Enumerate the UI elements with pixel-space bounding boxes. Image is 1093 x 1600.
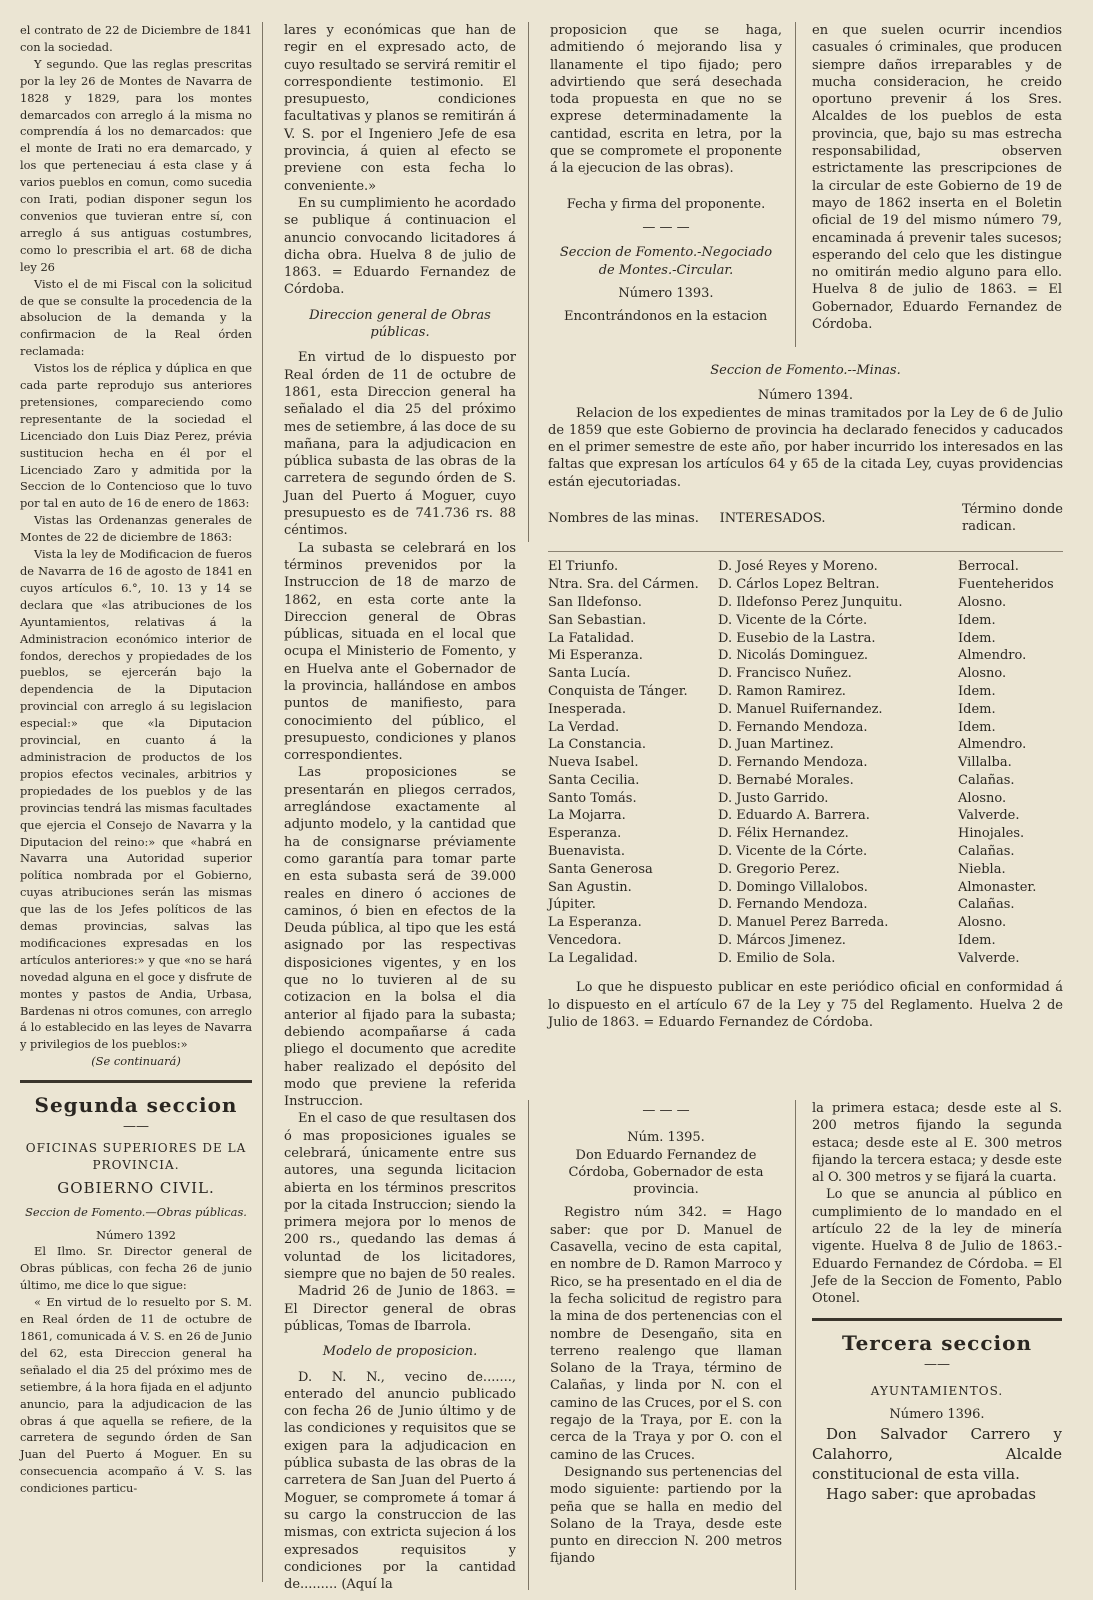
termino-cell: Hinojales. bbox=[958, 826, 1025, 842]
termino-cell: Idem. bbox=[958, 683, 996, 699]
table-row bbox=[548, 700, 1063, 718]
table-row bbox=[548, 878, 1063, 896]
paragraph: Vistos los de réplica y dúplica en que cada parte reprodujo sus anteriores pretensiones, compareciendo como representante de la sociedad el Licenciado don Luis Diaz Perez, prévia sustitucion hecha en él por el Licenciado Zaro y admitida por la Seccion de lo Contencioso que lo tuvo por tal en auto de 16 de enero de 1863: bbox=[20, 361, 252, 511]
table-row bbox=[548, 647, 1063, 665]
paragraph: Don Salvador Carrero y Calahorro, Alcalde constitucional de esta villa. bbox=[812, 1424, 1062, 1483]
separator: —— bbox=[924, 1356, 950, 1372]
paragraph: Las proposiciones se presentarán en pliegos cerrados, arreglándose exactamente al adjunto modelo, y la cantidad que ha de consignarse préviamente como garantía para tomar parte en esta subasta será de 39.000 reales en dinero ó acciones de caminos, ó bien en efectos de la Deuda pública, al tipo que les está asignado por las respectivas disposiciones vigentes, y en los que no lo tuvieren al de su cotizacion en la bolsa el dia anterior al fijado para la subasta; debiendo acompañarse á cada pliego el documento que acredite haber realizado el depósito del modo que previene la referida Instruccion. bbox=[284, 765, 516, 1110]
mine-name-cell: La Esperanza. bbox=[548, 915, 642, 931]
table-row bbox=[548, 558, 1063, 576]
paragraph: la primera estaca; desde este al S. 200 metros fijando la segunda estaca; desde este al E. 300 metros fijando la tercera estaca; y desde este al O. 300 metros y se fijará la cuarta. bbox=[812, 1101, 1062, 1186]
table-row bbox=[548, 932, 1063, 950]
mine-name-cell: El Triunfo. bbox=[548, 559, 619, 575]
paragraph: Relacion de los expedientes de minas tramitados por la Ley de 6 de Julio de 1859 que este Gobierno de provincia ha declarado fenecidos y caducados en el primer semestre de este año, por haber incurrido los interesados en las faltas que expresan los artículos 64 y 65 de la citada Ley, cuyas providencias están ejecutoriadas. bbox=[548, 405, 1063, 490]
interesado-cell: D. Manuel Ruifernandez. bbox=[718, 701, 883, 717]
interesado-cell: D. Manuel Perez Barreda. bbox=[718, 915, 889, 931]
mine-name-cell: La Constancia. bbox=[548, 737, 647, 753]
mine-name-cell: La Mojarra. bbox=[548, 808, 626, 824]
column-rule bbox=[795, 22, 796, 347]
continued-note: (Se continuará) bbox=[91, 1054, 181, 1069]
section-title: Segunda seccion bbox=[34, 1093, 238, 1118]
notice-number: Número 1393. bbox=[618, 285, 714, 301]
interesado-cell: D. Francisco Nuñez. bbox=[718, 666, 852, 682]
interesado-cell: D. Ramon Ramirez. bbox=[718, 683, 846, 699]
section-divider bbox=[812, 1318, 1062, 1321]
termino-cell: Idem. bbox=[958, 612, 996, 628]
paragraph: Madrid 26 de Junio de 1863. = El Director general de obras públicas, Tomas de Ibarrola. bbox=[284, 1284, 516, 1334]
interesado-cell: D. José Reyes y Moreno. bbox=[718, 559, 878, 575]
subsection-heading: Seccion de Fomento.-Negociado de Montes.-Circular. bbox=[559, 245, 773, 278]
mine-name-cell: San Sebastian. bbox=[548, 612, 647, 628]
paragraph: D. N. N., vecino de......., enterado del anuncio publicado con fecha 26 de Junio último y de las condiciones y requisitos que se exigen para la adjudicacion en pública subasta de las obras de la carretera de San Juan del Puerto á Moguer, se compromete á tomar á su cargo la construccion de las mismas, con extricta sujecion á los expresados requisitos y condiciones por la cantidad de......... (Aquí la bbox=[284, 1369, 516, 1593]
termino-cell: Calañas. bbox=[958, 844, 1015, 860]
termino-cell: Alosno. bbox=[958, 594, 1007, 610]
termino-cell: Alosno. bbox=[958, 915, 1007, 931]
column-header: INTERESADOS. bbox=[719, 510, 826, 526]
termino-cell: Berrocal. bbox=[958, 559, 1019, 575]
separator: — — — bbox=[642, 219, 690, 235]
separator: —— bbox=[123, 1119, 149, 1135]
mine-name-cell: Vencedora. bbox=[548, 933, 622, 949]
interesado-cell: D. Justo Garrido. bbox=[718, 790, 829, 806]
interesado-cell: D. Cárlos Lopez Beltran. bbox=[718, 577, 880, 593]
interesado-cell: D. Fernando Mendoza. bbox=[718, 719, 868, 735]
table-row bbox=[548, 843, 1063, 861]
notice-number: Núm. 1395. bbox=[627, 1130, 705, 1146]
table-row bbox=[548, 825, 1063, 843]
column-header: Término donde radican. bbox=[962, 502, 1063, 535]
notice-number: Número 1394. bbox=[757, 388, 854, 404]
column-2 bbox=[284, 22, 516, 1593]
interesado-cell: D. Gregorio Perez. bbox=[718, 861, 840, 877]
table-row bbox=[548, 861, 1063, 879]
termino-cell: Idem. bbox=[958, 933, 996, 949]
mine-name-cell: Santa Cecilia. bbox=[548, 772, 640, 788]
column-rule bbox=[528, 1100, 529, 1590]
paragraph: Encontrándonos en la estacion bbox=[564, 309, 768, 325]
interesado-cell: D. Domingo Villalobos. bbox=[718, 879, 868, 895]
interesado-cell: D. Vicente de la Córte. bbox=[718, 612, 868, 628]
table-row bbox=[548, 772, 1063, 790]
paragraph: Lo que he dispuesto publicar en este periódico oficial en conformidad á lo dispuesto en el artículo 67 de la Ley y 75 del Reglamento. Huelva 2 de Julio de 1863. = Eduardo Fernandez de Córdoba. bbox=[548, 980, 1063, 1030]
paragraph: La subasta se celebrará en los términos prevenidos por la Instruccion de 18 de marzo de 1862, en esta corte ante la Direccion general de Obras públicas, situada en el local que ocupa el Ministerio de Fomento, y en Huelva ante el Gobernador de la provincia, hallándose en ambos puntos de manifiesto, para conocimiento del público, el presupuesto, condiciones y planos correspondientes. bbox=[284, 540, 516, 764]
paragraph: Registro núm 342. = Hago saber: que por D. Manuel de Casavella, vecino de esta capital, en nombre de D. Ramon Marroco y Rico, se ha presentado en el dia de la fecha solicitud de registro para la mina de dos pertenencias con el nombre de Desengaño, sita en terreno realengo que llaman Solano de la Traya, término de Calañas, y linda por N. con el camino de las Cruces, por el S. con regajo de la Traya, por E. con la cerca de la Traya y por O. con el camino de las Cruces. bbox=[550, 1205, 782, 1463]
mine-name-cell: Mi Esperanza. bbox=[548, 648, 643, 664]
table-row bbox=[548, 914, 1063, 932]
table-row bbox=[548, 736, 1063, 754]
section-divider bbox=[20, 1080, 252, 1083]
paragraph: En virtud de lo dispuesto por Real órden de 11 de octubre de 1861, esta Direccion general ha señalado el dia 25 del próximo mes de setiembre, á las doce de su mañana, para la adjudicacion en pública subasta de las obras de la carretera de segundo órden de S. Juan del Puerto á Moguer, cuyo presupuesto es de 741.736 rs. 88 céntimos. bbox=[284, 350, 516, 539]
termino-cell: Valverde. bbox=[958, 950, 1020, 966]
mine-name-cell: Júpiter. bbox=[548, 897, 596, 913]
subsection-heading: Modelo de proposicion. bbox=[322, 1344, 478, 1360]
mine-name-cell: Nueva Isabel. bbox=[548, 755, 639, 771]
mine-name-cell: Santa Generosa bbox=[548, 861, 653, 877]
gobierno-heading: GOBIERNO CIVIL. bbox=[57, 1179, 215, 1198]
subsection-heading: Seccion de Fomento.--Minas. bbox=[710, 363, 901, 378]
table-row bbox=[548, 629, 1063, 647]
mine-name-cell: Santo Tomás. bbox=[548, 790, 637, 806]
interesado-cell: D. Emilio de Sola. bbox=[718, 950, 836, 966]
paragraph: Visto el de mi Fiscal con la solicitud de que se consulte la procedencia de la absolucion de la demanda y la confirmacion de la Real órden reclamada: bbox=[20, 276, 252, 359]
mine-name-cell: Santa Lucía. bbox=[548, 666, 631, 682]
table-row bbox=[548, 611, 1063, 629]
mine-name-cell: Inesperada. bbox=[548, 701, 627, 717]
paragraph: Vista la ley de Modificacion de fueros de Navarra de 16 de agosto de 1841 en cuyos artículos 6.°, 10. 13 y 14 se declara que «las atribuciones de los Ayuntamientos, relativas á la Administracion económico interior de fondos, derechos y propiedades de los pueblos, se ejercerán bajo la dependencia de la Diputacion provincial con arreglo á su legislacion especial:» que «la Diputacion provincial, en cuanto á la administracion de productos de los propios efectos vecinales, arbitrios y propiedades de los pueblos y de las provincias tendrá las mismas facultades que ejercia el Consejo de Navarra y la Diputacion del reino:» que «habrá en Navarra una Autoridad superior política nombrada por el Gobierno, cuyas atribuciones serán las mismas que las de los Jefes políticos de las demas provincias, salvas las modificaciones expresadas en los artículos anteriores:» y que «no se hará novedad alguna en el goce y disfrute de montes y pastos de Andia, Urbasa, Bardenas ni otros comunes, con arreglo á lo establecido en las leyes de Navarra y privilegios de los pueblos:» bbox=[20, 547, 252, 1052]
termino-cell: Alosno. bbox=[958, 666, 1007, 682]
table-row bbox=[548, 718, 1063, 736]
interesado-cell: D. Ildefonso Perez Junquitu. bbox=[718, 594, 903, 610]
subsection-heading: Direccion general de Obras públicas. bbox=[309, 307, 491, 341]
paragraph: En su cumplimiento he acordado se publique á continuacion el anuncio convocando licitadores á dicha obra. Huelva 8 de julio de 1863. = Eduardo Fernandez de Córdoba. bbox=[284, 195, 516, 298]
termino-cell: Villalba. bbox=[958, 755, 1012, 771]
paragraph: Hago saber: que aprobadas bbox=[826, 1484, 1036, 1503]
mine-name-cell: Conquista de Tánger. bbox=[548, 683, 688, 699]
table-row bbox=[548, 807, 1063, 825]
table-row bbox=[548, 896, 1063, 914]
column-3-lower bbox=[550, 1100, 782, 1568]
termino-cell: Idem. bbox=[958, 630, 996, 646]
mine-name-cell: Esperanza. bbox=[548, 826, 622, 842]
paragraph: « En virtud de lo resuelto por S. M. en Real órden de 11 de octubre de 1861, comunicada á V. S. en 26 de Junio del 62, esta Direccion general ha señalado el dia 25 del próximo mes de setiembre, á la hora fijada en el adjunto anuncio, para la adjudicacion de las obras á que aquella se refiere, de la carretera de segundo órden de San Juan del Puerto á Moguer. En su consecuencia acompaño á V. S. las condiciones particu- bbox=[20, 1295, 252, 1496]
table-row bbox=[548, 576, 1063, 594]
table-header-row bbox=[548, 501, 1063, 535]
interesado-cell: D. Fernando Mendoza. bbox=[718, 897, 868, 913]
termino-cell: Niebla. bbox=[958, 861, 1006, 877]
mine-name-cell: San Agustin. bbox=[548, 879, 632, 895]
mine-name-cell: La Fatalidad. bbox=[548, 630, 635, 646]
column-3 bbox=[550, 22, 782, 325]
paragraph: proposicion que se haga, admitiendo ó mejorando lisa y llanamente el tipo fijado; pero advirtiendo que será desechada toda propuesta en que no se exprese determinadamente la cantidad, escrita en letra, por la que se compromete el proponente á la ejecucion de las obras). bbox=[550, 23, 782, 177]
interesado-cell: D. Vicente de la Córte. bbox=[718, 844, 868, 860]
termino-cell: Fuenteheridos bbox=[958, 577, 1054, 593]
paragraph: en que suelen ocurrir incendios casuales ó criminales, que producen siempre daños irreparables y de mucha consideracion, he creido oportuno prevenir á los Sres. Alcaldes de los pueblos de esta provincia, que, bajo su mas estrecha responsabilidad, observen estrictamente las prescripciones de la circular de este Gobierno de 19 de mayo de 1862 inserta en el Boletin oficial de 19 del mismo número 79, encaminada á prevenir tales sucesos; esperando del celo que les distingue no omitirán medio alguno para ello. Huelva 8 de julio de 1863. = El Gobernador, Eduardo Fernandez de Córdoba. bbox=[812, 23, 1062, 333]
mine-name-cell: Ntra. Sra. del Cármen. bbox=[548, 577, 699, 593]
signature-line: Fecha y firma del proponente. bbox=[566, 196, 766, 212]
interesado-cell: D. Márcos Jimenez. bbox=[718, 933, 846, 949]
interesado-cell: D. Fernando Mendoza. bbox=[718, 755, 868, 771]
termino-cell: Idem. bbox=[958, 719, 996, 735]
table-row bbox=[548, 665, 1063, 683]
paragraph: Y segundo. Que las reglas prescritas por la ley 26 de Montes de Navarra de 1828 y 1829, para los montes demarcados con arreglo á la misma no comprendía á los no demarcados: que el monte de Irati no era demarcado, y los que perteneciau á esta clase y á varios pueblos en comun, como sucedia con Irati, podian disponer segun los convenios que tuvieran entre sí, con arreglo á sus antiguas costumbres, como lo prescribia el art. 68 de dicha ley 26 bbox=[20, 56, 252, 274]
ayuntamientos-heading: AYUNTAMIENTOS. bbox=[870, 1384, 1004, 1399]
mines-table bbox=[548, 501, 1063, 558]
table-row bbox=[548, 789, 1063, 807]
termino-cell: Calañas. bbox=[958, 897, 1015, 913]
mine-name-cell: San Ildefonso. bbox=[548, 594, 642, 610]
mines-table-body bbox=[548, 558, 1063, 967]
termino-cell: Almendro. bbox=[958, 648, 1027, 664]
interesado-cell: D. Félix Hernandez. bbox=[718, 826, 849, 842]
termino-cell: Almendro. bbox=[958, 737, 1027, 753]
column-4 bbox=[812, 22, 1062, 333]
notice-number: Número 1396. bbox=[889, 1407, 985, 1423]
termino-cell: Idem. bbox=[958, 701, 996, 717]
paragraph: el contrato de 22 de Diciembre de 1841 con la sociedad. bbox=[20, 23, 252, 54]
table-row bbox=[548, 950, 1063, 968]
table-row bbox=[548, 683, 1063, 701]
table-row bbox=[548, 754, 1063, 772]
column-4-lower bbox=[812, 1100, 1062, 1504]
column-rule bbox=[795, 1100, 796, 1590]
interesado-cell: D. Juan Martinez. bbox=[718, 737, 834, 753]
paragraph: Vistas las Ordenanzas generales de Montes de 22 de diciembre de 1863: bbox=[20, 513, 252, 545]
termino-cell: Calañas. bbox=[958, 772, 1015, 788]
mine-name-cell: Buenavista. bbox=[548, 844, 626, 860]
table-row bbox=[548, 594, 1063, 612]
mine-name-cell: La Verdad. bbox=[548, 719, 620, 735]
paragraph: Lo que se anuncia al público en cumplimiento de lo mandado en el artículo 22 de la ley de minería vigente. Huelva 8 de Julio de 1863.-Eduardo Fernandez de Córdoba. = El Jefe de la Seccion de Fomento, Pablo Otonel. bbox=[812, 1187, 1062, 1307]
interesado-cell: D. Eusebio de la Lastra. bbox=[718, 630, 876, 646]
termino-cell: Alosno. bbox=[958, 790, 1007, 806]
separator: — — — bbox=[642, 1103, 690, 1118]
termino-cell: Valverde. bbox=[958, 808, 1020, 824]
interesado-cell: D. Bernabé Morales. bbox=[718, 772, 854, 788]
interesado-cell: D. Nicolás Dominguez. bbox=[718, 648, 869, 664]
paragraph: lares y económicas que han de regir en el expresado acto, de cuyo resultado se servirá remitir el correspondiente testimonio. El presupuesto, condiciones facultativas y planos se remitirán á V. S. por el Ingeniero Jefe de esa provincia, á quien al efecto se previene con esta fecha lo conveniente.» bbox=[284, 23, 516, 194]
column-rule bbox=[262, 22, 263, 1582]
section-title: Tercera seccion bbox=[841, 1330, 1033, 1355]
column-1 bbox=[20, 22, 252, 1497]
column-rule bbox=[528, 22, 529, 542]
notice-number: Número 1392 bbox=[96, 1227, 176, 1242]
subsection-heading: Seccion de Fomento.—Obras públicas. bbox=[25, 1204, 247, 1219]
minas-section bbox=[548, 362, 1063, 1031]
mine-name-cell: La Legalidad. bbox=[548, 950, 638, 966]
offices-heading: OFICINAS SUPERIORES DE LA PROVINCIA. bbox=[25, 1140, 247, 1173]
paragraph: Designando sus pertenencias del modo siguiente: partiendo por la peña que se halla en medio del Solano de la Traya, desde este punto en direccion N. 200 metros fijando bbox=[550, 1464, 782, 1567]
interesado-cell: D. Eduardo A. Barrera. bbox=[718, 808, 870, 824]
paragraph: En el caso de que resultasen dos ó mas proposiciones iguales se celebrará, únicamente entre sus autores, una segunda licitacion abierta en los términos prescritos por la citada Instruccion; siendo la primera mejora por lo menos de 200 rs., quedando las demas á voluntad de los licitadores, siempre que no bajen de 50 reales. bbox=[284, 1111, 516, 1283]
termino-cell: Almonaster. bbox=[958, 879, 1037, 895]
notice-header: Don Eduardo Fernandez de Córdoba, Gobernador de esta provincia. bbox=[568, 1147, 764, 1198]
column-header: Nombres de las minas. bbox=[548, 510, 699, 526]
paragraph: El Ilmo. Sr. Director general de Obras públicas, con fecha 26 de junio último, me dice lo que sigue: bbox=[20, 1244, 252, 1293]
